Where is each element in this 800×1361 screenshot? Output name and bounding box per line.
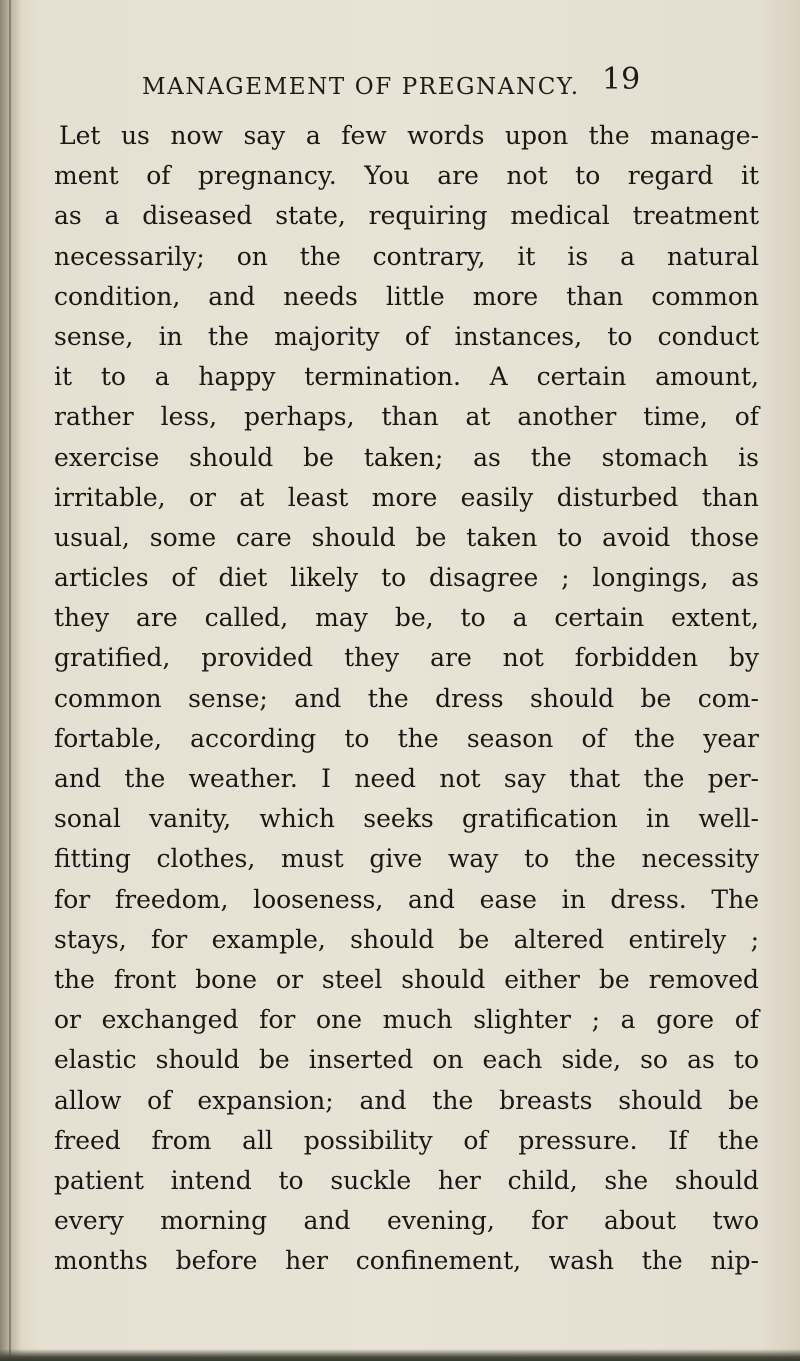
- running-head-title: MANAGEMENT OF PREGNANCY.: [142, 74, 580, 100]
- text-line: Let us now say a few words upon the manage-: [59, 121, 759, 150]
- text-line: or exchanged for one much slighter ; a gore of: [54, 1005, 759, 1035]
- text-line: months before her confinement, wash the nip-: [54, 1246, 759, 1276]
- page-number: 19: [602, 62, 641, 97]
- text-line: elastic should be inserted on each side, so as to: [54, 1045, 759, 1075]
- text-line: it to a happy termination. A certain amount,: [54, 362, 759, 392]
- text-line: the front bone or steel should either be removed: [54, 964, 759, 994]
- text-line: for freedom, looseness, and ease in dress. The: [54, 884, 759, 914]
- running-head: [40, 62, 740, 112]
- text-line: as a diseased state, requiring medical treatment: [54, 201, 759, 231]
- binding-edge: [9, 0, 11, 1361]
- text-line: common sense; and the dress should be com-: [54, 683, 759, 713]
- text-line: and the weather. I need not say that the per-: [54, 764, 759, 793]
- text-line: allow of expansion; and the breasts should be: [54, 1085, 759, 1115]
- text-line: fitting clothes, must give way to the necessity: [54, 844, 759, 874]
- text-line: stays, for example, should be altered entirely ;: [54, 924, 759, 954]
- text-line: sense, in the majority of instances, to conduct: [54, 321, 759, 351]
- text-line: articles of diet likely to disagree ; longings, as: [54, 563, 759, 593]
- text-line: gratified, provided they are not forbidden by: [54, 643, 759, 673]
- text-line: freed from all possibility of pressure. If the: [54, 1125, 759, 1155]
- text-line: fortable, according to the season of the year: [54, 723, 759, 753]
- text-line: condition, and needs little more than common: [54, 281, 759, 311]
- text-line: necessarily; on the contrary, it is a natural: [54, 241, 759, 271]
- text-line: patient intend to suckle her child, she should: [54, 1165, 759, 1195]
- text-line: usual, some care should be taken to avoid those: [54, 522, 759, 552]
- page-bottom-edge: [0, 1349, 800, 1361]
- binding-shadow: [0, 0, 22, 1361]
- text-line: they are called, may be, to a certain extent,: [54, 603, 759, 633]
- body-text: [54, 116, 759, 1281]
- text-line: exercise should be taken; as the stomach is: [54, 442, 759, 472]
- text-line: rather less, perhaps, than at another time, of: [54, 402, 759, 432]
- text-line: ment of pregnancy. You are not to regard it: [54, 161, 759, 191]
- text-line: every morning and evening, for about two: [54, 1206, 759, 1236]
- text-line: sonal vanity, which seeks gratification in well-: [54, 804, 759, 834]
- text-line: irritable, or at least more easily disturbed than: [54, 482, 759, 512]
